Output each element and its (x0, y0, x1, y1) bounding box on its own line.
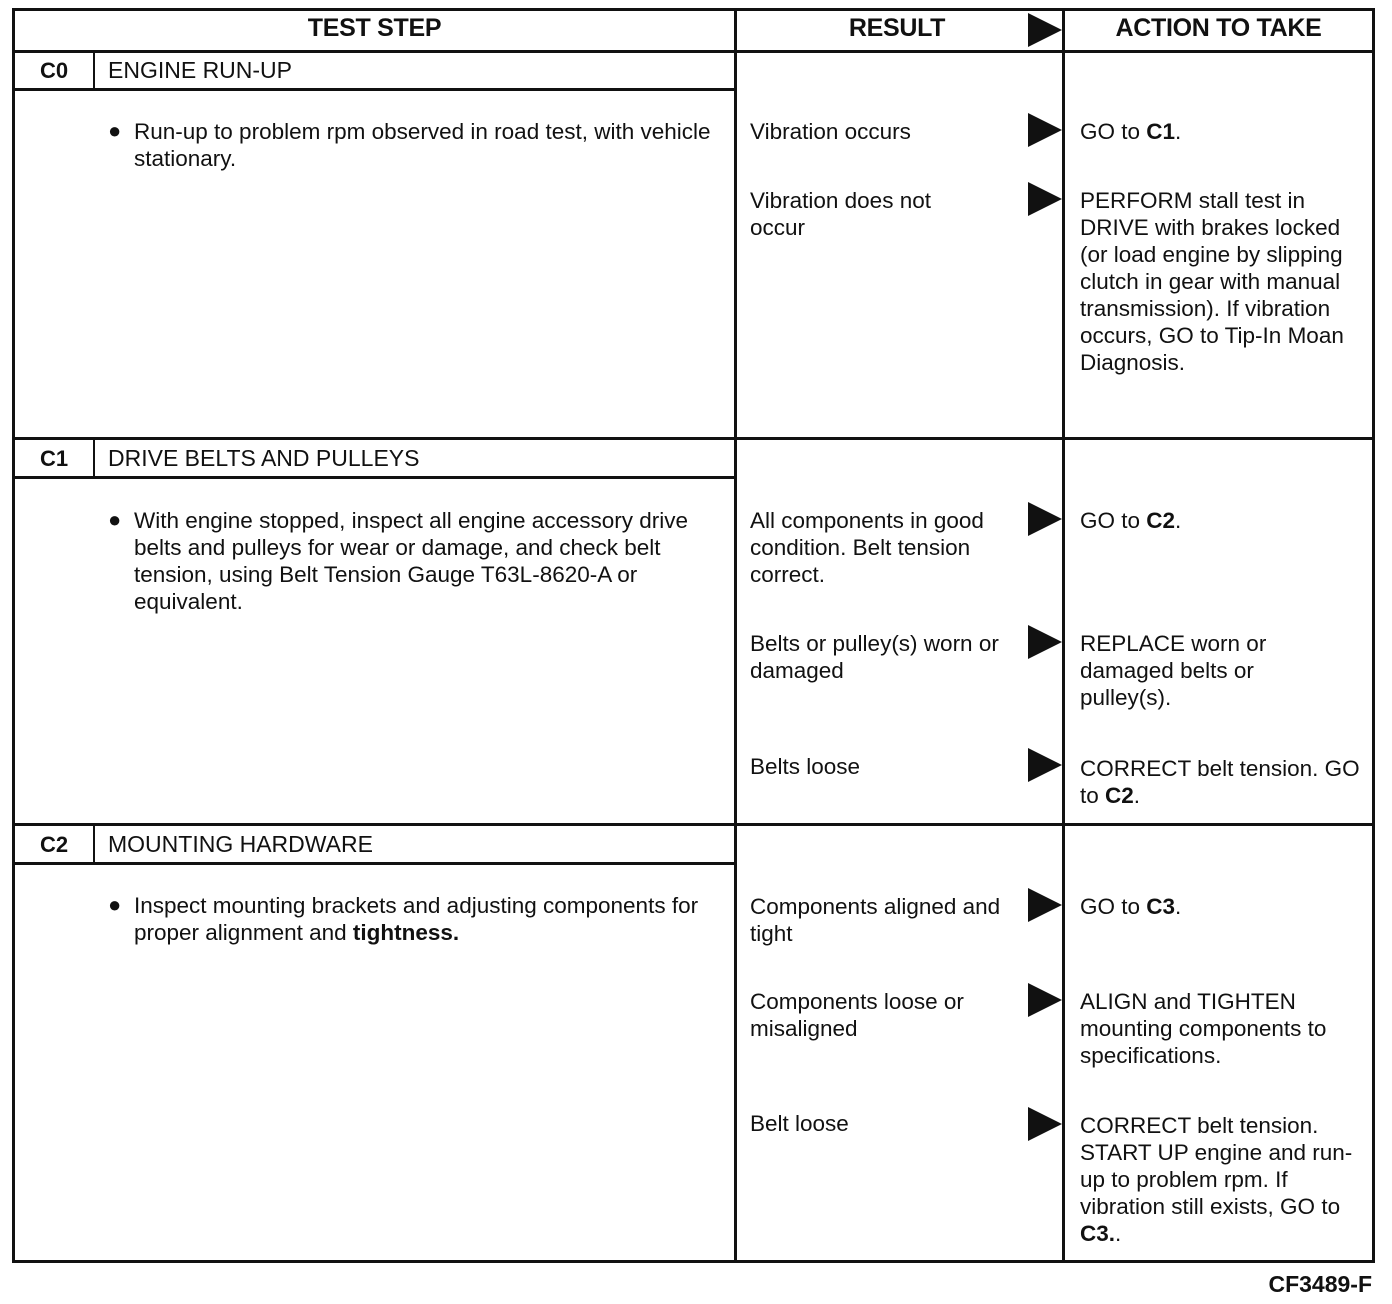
action-text: PERFORM stall test in DRIVE with brakes locked (or load engine by slipping clutch in gear with manual transmission). If vibration occurs, GO to Tip-In Moan Diagnosis. (1080, 188, 1344, 375)
arrow-icon (1028, 182, 1062, 216)
bullet-icon: ● (108, 507, 122, 532)
result-text: Vibration does not occur (750, 188, 931, 240)
step-code: C2 (39, 832, 69, 857)
result-text: Vibration occurs (750, 119, 911, 144)
action-text: GO to C3. (1080, 894, 1182, 919)
action-text: CORRECT belt tension. START UP engine and run-up to problem rpm. If vibration still exists, GO to C3.. (1080, 1113, 1353, 1246)
header-action: ACTION TO TAKE (1115, 14, 1322, 42)
result-text: All components in good condition. Belt tension correct. (750, 508, 984, 587)
header-arrow-icon (1028, 13, 1062, 47)
header-result: RESULT (848, 14, 946, 42)
arrow-icon (1028, 983, 1062, 1017)
result-text: Belts or pulley(s) worn or damaged (750, 631, 999, 683)
header-test-step: TEST STEP (307, 14, 442, 42)
action-text: REPLACE worn or damaged belts or pulley(s). (1080, 631, 1267, 710)
action-text: GO to C2. (1080, 508, 1182, 533)
arrow-icon (1028, 113, 1062, 147)
step-instruction: With engine stopped, inspect all engine accessory drive belts and pulleys for wear or damage, and check belt tension, using Belt Tension Gauge T63L-8620-A or equivalent. (134, 508, 689, 614)
figure-id: CF3489-F (1268, 1271, 1372, 1297)
arrow-icon (1028, 748, 1062, 782)
arrow-icon (1028, 1107, 1062, 1141)
action-text: CORRECT belt tension. GO to C2. (1080, 756, 1360, 808)
arrow-icon (1028, 625, 1062, 659)
action-text: GO to C1. (1080, 119, 1182, 144)
arrow-icon (1028, 888, 1062, 922)
step-title: ENGINE RUN-UP (108, 57, 293, 83)
bullet-icon: ● (108, 118, 122, 143)
arrow-icon (1028, 502, 1062, 536)
result-text: Components aligned and tight (750, 894, 1001, 946)
step-title: MOUNTING HARDWARE (108, 831, 373, 857)
step-instruction: Run-up to problem rpm observed in road test, with vehicle stationary. (134, 119, 711, 171)
action-text: ALIGN and TIGHTEN mounting components to specifications. (1080, 989, 1327, 1068)
step-code: C1 (39, 446, 69, 471)
step-code: C0 (39, 58, 69, 83)
result-text: Belt loose (750, 1111, 849, 1136)
step-title: DRIVE BELTS AND PULLEYS (108, 445, 420, 471)
step-instruction: Inspect mounting brackets and adjusting components for proper alignment and tightness. (134, 893, 699, 945)
bullet-icon: ● (108, 892, 122, 917)
result-text: Components loose or misaligned (750, 989, 964, 1041)
result-text: Belts loose (750, 754, 861, 779)
